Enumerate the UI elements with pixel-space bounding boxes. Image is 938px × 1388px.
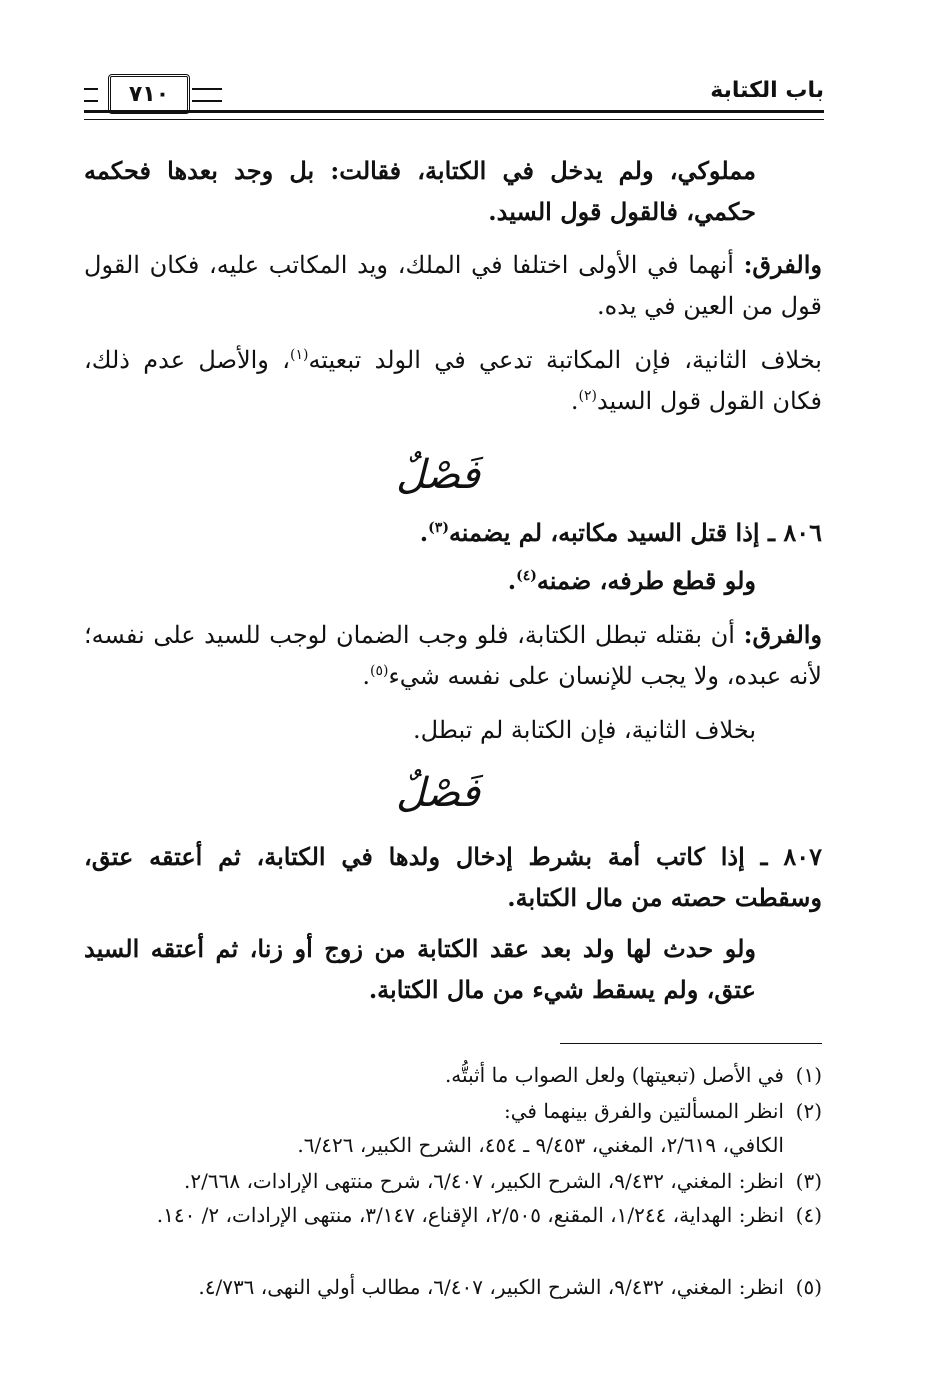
footnote-separator <box>560 1043 822 1044</box>
paragraph-1-text: مملوكي، ولم يدخل في الكتابة، فقالت: بل وجد بعدها فحكمه حكمي، فالقول قول السيد. <box>84 156 756 226</box>
footnote-1-text: في الأصل (تبعيتها) ولعل الصواب ما أثبتُّه. <box>444 1063 784 1087</box>
footnote-2-continuation <box>84 1128 784 1162</box>
section-heading-fasl-2: فَصْلٌ <box>395 770 481 816</box>
page-header <box>84 74 824 130</box>
issue-807-contrast <box>84 928 756 1010</box>
paragraph-1 <box>84 150 756 232</box>
footnote-4-text: انظر: الهداية، ١/٢٤٤، المقنع، ٢/٥٠٥، الإقناع، ٣/١٤٧، منتهى الإرادات، ٢/ ١٤٠. <box>156 1203 784 1227</box>
footnote-ref-5[interactable]: (٥) <box>369 663 389 679</box>
difference-label-2: والفرق: <box>743 620 823 649</box>
paragraph-5-text: بخلاف الثانية، فإن الكتابة لم تبطل. <box>412 716 756 744</box>
footnote-3 <box>84 1164 822 1198</box>
paragraph-5 <box>84 710 756 751</box>
footnote-ref-4[interactable]: (٤) <box>516 568 537 584</box>
paragraph-4 <box>84 614 822 697</box>
footnote-ref-3[interactable]: (٣) <box>428 520 449 536</box>
page-number: ٧١٠ <box>108 74 190 114</box>
footnote-2-number: (٢) <box>795 1099 822 1123</box>
paragraph-3-text-b: ، والأصل عدم ذلك، فكان القول قول السيد <box>84 346 822 415</box>
paragraph-3-text-a: بخلاف الثانية، فإن المكاتبة تدعي في الولد تبعيته <box>308 346 822 374</box>
paragraph-4-end: . <box>362 662 370 690</box>
footnote-4-number: (٤) <box>795 1203 822 1227</box>
issue-806-contrast <box>84 560 756 601</box>
footnote-1-number: (١) <box>795 1063 822 1087</box>
footnote-2-text: انظر المسألتين والفرق بينهما في: <box>504 1099 784 1123</box>
paragraph-2-text: أنهما في الأولى اختلفا في الملك، ويد المكاتب عليه، فكان القول قول من العين في يده. <box>84 251 822 320</box>
footnote-3-number: (٣) <box>795 1169 822 1193</box>
footnote-2 <box>84 1094 822 1128</box>
running-title: باب الكتابة <box>710 78 824 103</box>
section-heading-fasl-1: فَصْلٌ <box>395 452 481 498</box>
footnote-4 <box>84 1198 822 1232</box>
paragraph-3-end: . <box>570 387 579 415</box>
issue-807 <box>84 836 822 918</box>
paragraph-2 <box>84 244 822 327</box>
footnote-1 <box>84 1058 822 1092</box>
paragraph-4-text: أن بقتله تبطل الكتابة، فلو وجب الضمان لوجب للسيد على نفسه؛ لأنه عبده، ولا يجب للإنسان على نفسه شيء <box>84 621 822 690</box>
issue-807-number: ٨٠٧ ـ <box>760 842 822 871</box>
issue-806 <box>84 512 822 553</box>
footnote-5-number: (٥) <box>795 1275 822 1299</box>
footnote-5-text: انظر: المغني، ٩/٤٣٢، الشرح الكبير، ٦/٤٠٧، مطالب أولي النهى، ٤/٧٣٦. <box>198 1275 784 1299</box>
footnote-ref-1[interactable]: (١) <box>289 347 309 363</box>
issue-806-contrast-text: ولو قطع طرفه، ضمنه <box>536 566 756 595</box>
footnote-2-sources: الكافي، ٢/٦١٩، المغني، ٩/٤٥٣ ـ ٤٥٤، الشرح الكبير، ٦/٤٢٦. <box>297 1133 784 1157</box>
issue-807-contrast-text: ولو حدث لها ولد بعد عقد الكتابة من زوج أو زنا، ثم أعتقه السيد عتق، ولم يسقط شيء من مال الكتابة. <box>84 934 756 1004</box>
issue-807-text: إذا كاتب أمة بشرط إدخال ولدها في الكتابة، ثم أعتقه عتق، وسقطت حصته من مال الكتابة. <box>84 842 822 912</box>
issue-806-end: . <box>419 518 429 547</box>
difference-label: والفرق: <box>743 250 822 279</box>
page-number-ornament-left <box>84 88 98 102</box>
footnote-3-text: انظر: المغني، ٩/٤٣٢، الشرح الكبير، ٦/٤٠٧، شرح منتهى الإرادات، ٢/٦٦٨. <box>184 1169 784 1193</box>
issue-806-text: إذا قتل السيد مكاتبه، لم يضمنه <box>448 518 760 547</box>
footnote-ref-2[interactable]: (٢) <box>578 388 597 404</box>
header-rule <box>84 110 824 120</box>
paragraph-3 <box>84 340 822 422</box>
page-number-ornament-right <box>192 88 222 102</box>
issue-806-contrast-end: . <box>507 566 517 595</box>
issue-806-number: ٨٠٦ ـ <box>767 518 822 547</box>
footnote-5 <box>84 1270 822 1304</box>
